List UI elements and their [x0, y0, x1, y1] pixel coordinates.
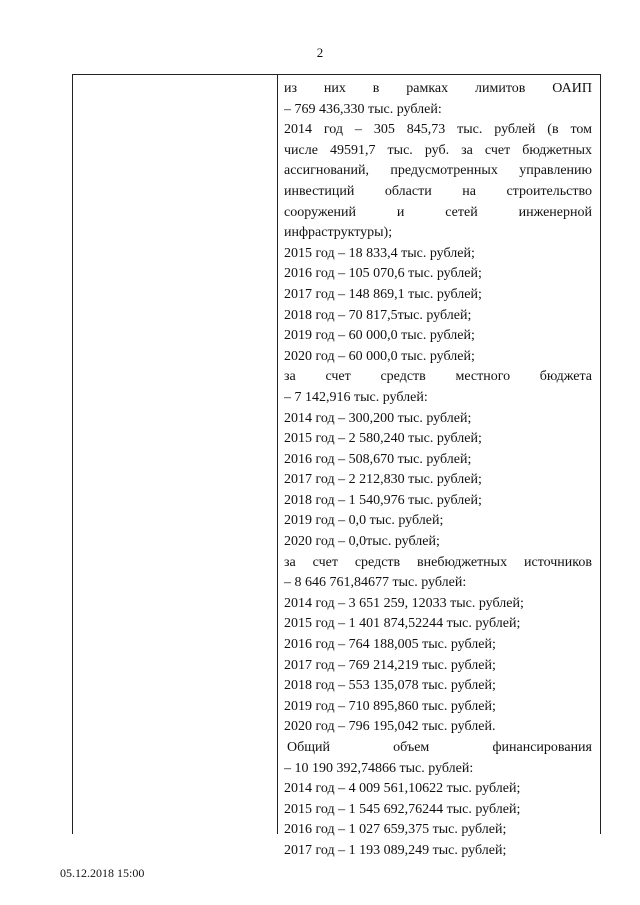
- text-line: 2019 год – 0,0 тыс. рублей;: [284, 513, 444, 529]
- text-line: 2020 год – 0,0тыс. рублей;: [284, 534, 440, 550]
- page-number: 2: [316, 45, 324, 60]
- text-line: Общий объем финансирования: [287, 740, 592, 755]
- text-line: 2017 год – 148 869,1 тыс. рублей;: [284, 286, 482, 302]
- text-line: – 8 646 761,84677 тыс. рублей:: [284, 575, 467, 591]
- text-line: 2016 год – 508,670 тыс. рублей;: [284, 451, 472, 467]
- print-timestamp: 05.12.2018 15:00: [60, 866, 145, 880]
- text-line: – 10 190 392,74866 тыс. рублей:: [284, 760, 474, 776]
- text-line: 2018 год – 553 135,078 тыс. рублей;: [284, 678, 496, 694]
- text-line: 2020 год – 796 195,042 тыс. рублей.: [284, 719, 496, 735]
- text-line: 2017 год – 2 212,830 тыс. рублей;: [284, 472, 482, 488]
- text-line: ассигнований, предусмотренных управлению: [284, 163, 592, 179]
- text-line: 2015 год – 2 580,240 тыс. рублей;: [284, 431, 482, 447]
- text-line: 2020 год – 60 000,0 тыс. рублей;: [284, 348, 475, 364]
- text-line: 2017 год – 1 193 089,249 тыс. рублей;: [284, 842, 507, 858]
- text-line: за счет средств внебюджетных источников: [284, 554, 592, 570]
- text-line: 2018 год – 70 817,5тыс. рублей;: [284, 307, 472, 323]
- text-line: 2014 год – 300,200 тыс. рублей;: [284, 410, 472, 426]
- text-line: – 7 142,916 тыс. рублей:: [284, 389, 428, 405]
- text-line: числе 49591,7 тыс. руб. за счет бюджетных: [284, 142, 592, 158]
- text-line: инвестиций области на строительство: [284, 183, 592, 199]
- text-line: 2016 год – 1 027 659,375 тыс. рублей;: [284, 822, 507, 838]
- text-line: – 769 436,330 тыс. рублей:: [284, 101, 442, 117]
- text-line: за счет средств местного бюджета: [284, 369, 592, 385]
- text-line: 2019 год – 710 895,860 тыс. рублей;: [284, 698, 496, 714]
- text-line: 2014 год – 4 009 561,10622 тыс. рублей;: [284, 781, 521, 797]
- text-line: 2015 год – 1 401 874,52244 тыс. рублей;: [284, 616, 521, 632]
- financing-text-column: [284, 79, 592, 862]
- text-line: 2018 год – 1 540,976 тыс. рублей;: [284, 492, 482, 508]
- text-line: 2019 год – 60 000,0 тыс. рублей;: [284, 328, 475, 344]
- text-line: сооружений и сетей инженерной: [284, 204, 592, 220]
- text-line: 2015 год – 1 545 692,76244 тыс. рублей;: [284, 801, 521, 817]
- table-frame: [72, 74, 601, 858]
- text-line: из них в рамках лимитов ОАИП: [284, 81, 592, 96]
- text-line: 2014 год – 305 845,73 тыс. рублей (в том: [284, 122, 592, 138]
- text-line: 2016 год – 105 070,6 тыс. рублей;: [284, 266, 482, 282]
- text-line: 2015 год – 18 833,4 тыс. рублей;: [284, 245, 475, 261]
- text-line: инфраструктуры);: [284, 225, 393, 241]
- column-divider: [277, 75, 278, 834]
- text-line: 2016 год – 764 188,005 тыс. рублей;: [284, 637, 496, 653]
- text-line: 2017 год – 769 214,219 тыс. рублей;: [284, 657, 496, 673]
- text-line: 2014 год – 3 651 259, 12033 тыс. рублей;: [284, 595, 524, 611]
